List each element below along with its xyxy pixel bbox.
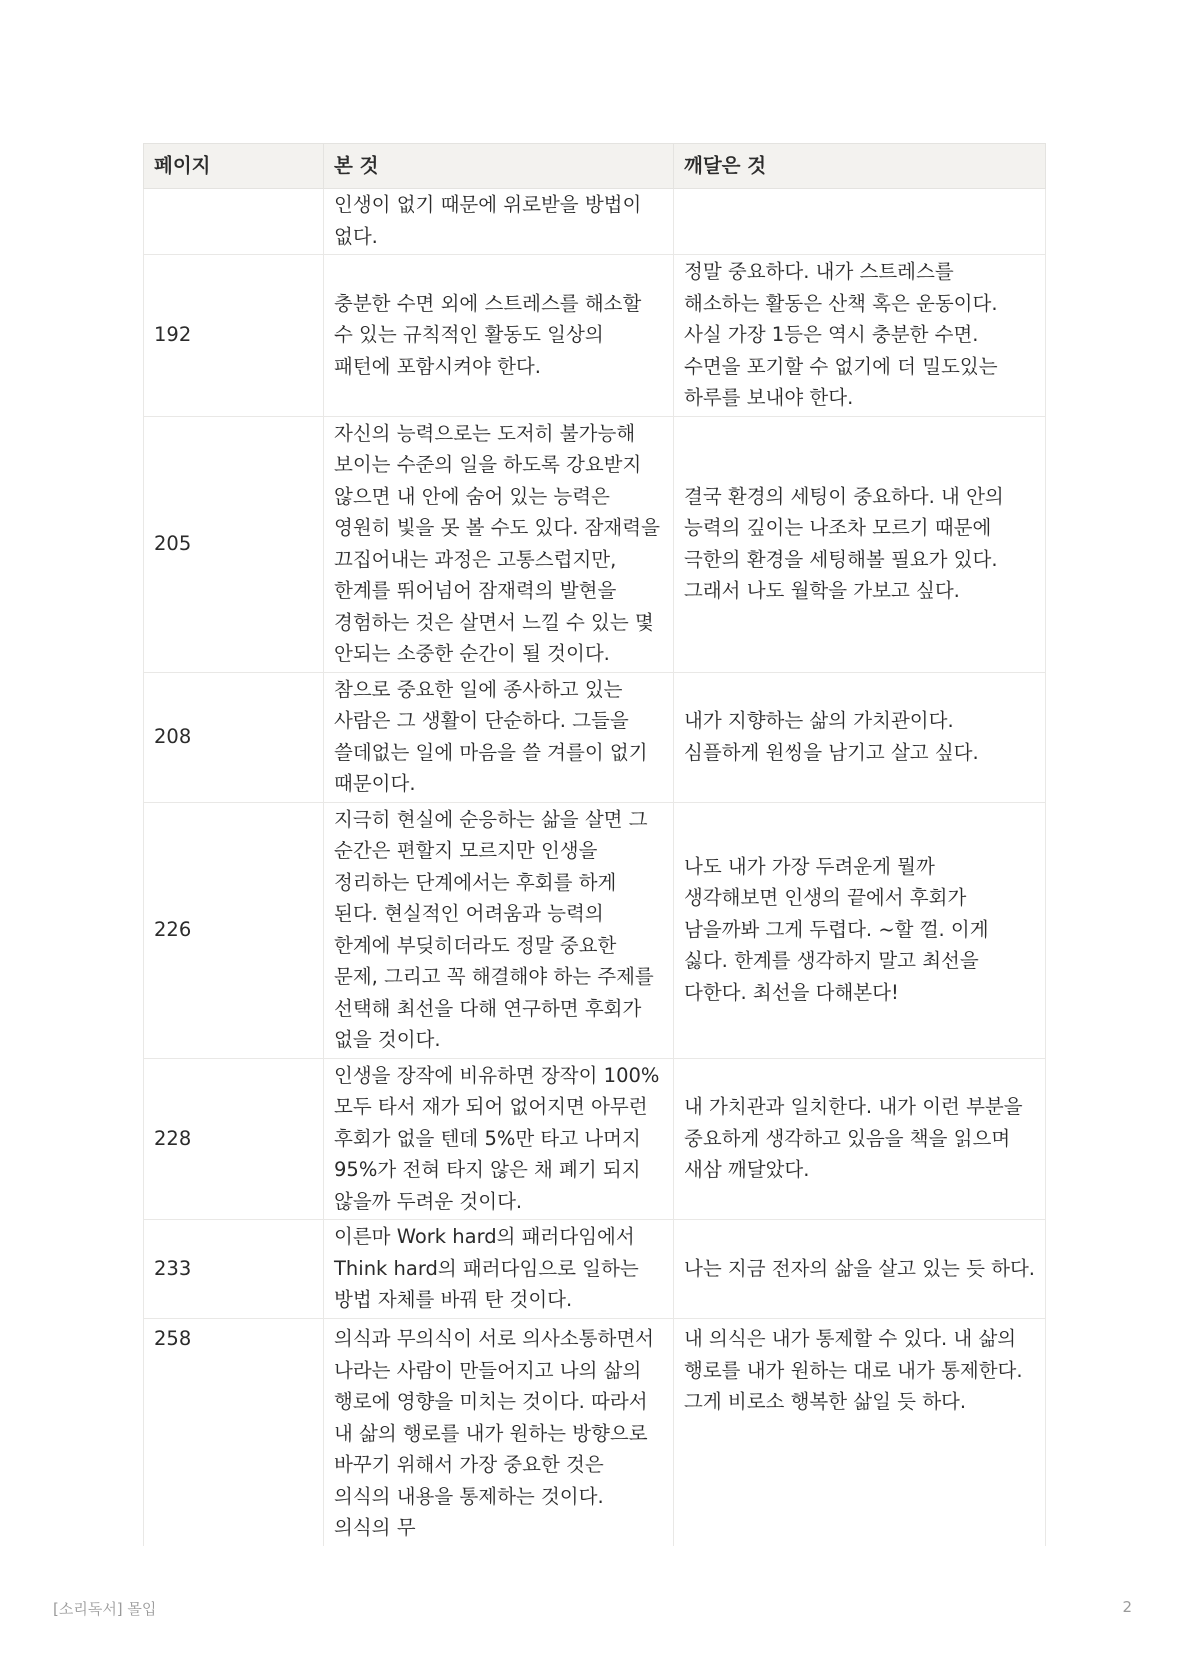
table-row	[144, 416, 1046, 672]
seen-cell: 지극히 현실에 순응하는 삶을 살면 그 순간은 편할지 모르지만 인생을 정리하는 단계에서는 후회를 하게 된다. 현실적인 어려움과 능력의 한계에 부딪히더라도 정말 중요한 문제, 그리고 꼭 해결해야 하는 주제를 선택해 최선을 다해 연구하면 후회가 없을 것이다.	[324, 802, 674, 1058]
table-row	[144, 802, 1046, 1058]
page-cell: 226	[144, 802, 324, 1058]
page-cell: 233	[144, 1220, 324, 1319]
reading-notes-table	[143, 143, 1046, 1546]
realized-cell: 내 의식은 내가 통제할 수 있다. 내 삶의 행로를 내가 원하는 대로 내가 통제한다. 그게 비로소 행복한 삶일 듯 하다.	[674, 1319, 1046, 1546]
seen-cell: 이른마 Work hard의 패러다임에서 Think hard의 패러다임으로 일하는 방법 자체를 바꿔 탄 것이다.	[324, 1220, 674, 1319]
realized-cell: 내 가치관과 일치한다. 내가 이런 부분을 중요하게 생각하고 있음을 책을 읽으며 새삼 깨달았다.	[674, 1058, 1046, 1220]
page-cell: 192	[144, 255, 324, 417]
page-cell	[144, 189, 324, 255]
realized-cell: 나는 지금 전자의 삶을 살고 있는 듯 하다.	[674, 1220, 1046, 1319]
page-cell: 205	[144, 416, 324, 672]
seen-cell: 인생이 없기 때문에 위로받을 방법이 없다.	[324, 189, 674, 255]
page-cell: 208	[144, 672, 324, 802]
realized-cell: 나도 내가 가장 두려운게 뭘까 생각해보면 인생의 끝에서 후회가 남을까봐 그게 두렵다. ~할 껄. 이게 싫다. 한계를 생각하지 말고 최선을 다한다. 최선을 다해본다!	[674, 802, 1046, 1058]
seen-cell: 참으로 중요한 일에 종사하고 있는 사람은 그 생활이 단순하다. 그들을 쓸데없는 일에 마음을 쓸 겨를이 없기 때문이다.	[324, 672, 674, 802]
table-row	[144, 189, 1046, 255]
page-cell: 228	[144, 1058, 324, 1220]
table-header-row	[144, 144, 1046, 189]
seen-cell: 인생을 장작에 비유하면 장작이 100% 모두 타서 재가 되어 없어지면 아무런 후회가 없을 텐데 5%만 타고 나머지 95%가 전혀 타지 않은 채 폐기 되지 않을까 두려운 것이다.	[324, 1058, 674, 1220]
header-seen: 본 것	[324, 144, 674, 189]
table-row	[144, 1058, 1046, 1220]
table-row	[144, 672, 1046, 802]
table-row	[144, 1220, 1046, 1319]
seen-cell: 자신의 능력으로는 도저히 불가능해 보이는 수준의 일을 하도록 강요받지 않으면 내 안에 숨어 있는 능력은 영원히 빛을 못 볼 수도 있다. 잠재력을 끄집어내는 과정은 고통스럽지만, 한계를 뛰어넘어 잠재력의 발현을 경험하는 것은 살면서 느낄 수 있는 몇 안되는 소중한 순간이 될 것이다.	[324, 416, 674, 672]
realized-cell: 결국 환경의 세팅이 중요하다. 내 안의 능력의 깊이는 나조차 모르기 때문에 극한의 환경을 세팅해볼 필요가 있다. 그래서 나도 월학을 가보고 싶다.	[674, 416, 1046, 672]
footer-page-number: 2	[1122, 1598, 1132, 1616]
table-row	[144, 255, 1046, 417]
realized-cell	[674, 189, 1046, 255]
header-realized: 깨달은 것	[674, 144, 1046, 189]
realized-cell: 내가 지향하는 삶의 가치관이다. 심플하게 원씽을 남기고 살고 싶다.	[674, 672, 1046, 802]
header-page: 페이지	[144, 144, 324, 189]
seen-cell: 의식과 무의식이 서로 의사소통하면서 나라는 사람이 만들어지고 나의 삶의 행로에 영향을 미치는 것이다. 따라서 내 삶의 행로를 내가 원하는 방향으로 바꾸기 위해서 가장 중요한 것은 의식의 내용을 통제하는 것이다. 의식의 무	[324, 1319, 674, 1546]
footer-document-title: [소리독서] 몰입	[53, 1600, 157, 1618]
realized-cell: 정말 중요하다. 내가 스트레스를 해소하는 활동은 산책 혹은 운동이다. 사실 가장 1등은 역시 충분한 수면. 수면을 포기할 수 없기에 더 밀도있는 하루를 보내야 한다.	[674, 255, 1046, 417]
page-cell: 258	[144, 1319, 324, 1546]
seen-cell: 충분한 수면 외에 스트레스를 해소할 수 있는 규칙적인 활동도 일상의 패턴에 포함시켜야 한다.	[324, 255, 674, 417]
table-row	[144, 1319, 1046, 1546]
